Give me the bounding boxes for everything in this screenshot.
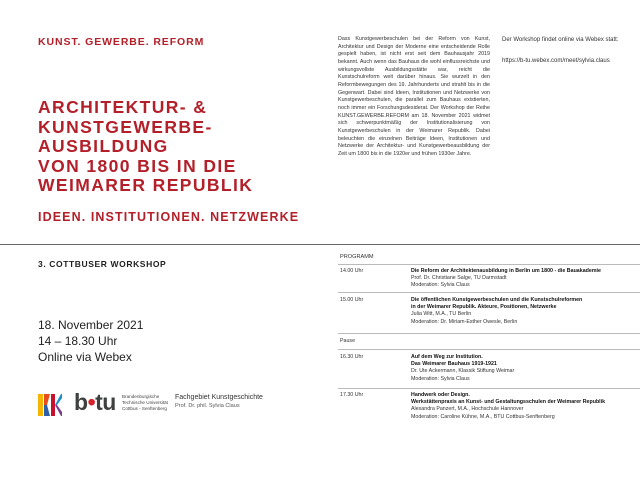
- slot-body: [411, 392, 636, 421]
- webex-link[interactable]: https://b-tu.webex.com/meet/sylvia.claus: [502, 58, 610, 64]
- department-block: [175, 394, 263, 410]
- program-divider: [338, 264, 640, 265]
- page-subtitle: IDEEN. INSTITUTIONEN. NETZWERKE: [38, 210, 300, 224]
- slot-speaker: Alexandra Panzert, M.A., Hochschule Hannover: [411, 406, 524, 413]
- university-line: Cottbus - Senftenberg: [122, 405, 167, 411]
- webex-info: [502, 36, 632, 78]
- slot-moderation: Moderation: Sylvia Claus: [411, 375, 470, 382]
- university-name: [122, 394, 168, 411]
- btu-logo-letter: b: [74, 389, 88, 415]
- slot-body: [411, 354, 636, 383]
- professor-name: Prof. Dr. phil. Sylvia Claus: [175, 403, 240, 409]
- page-title: [38, 98, 328, 196]
- title-line: AUSBILDUNG: [38, 136, 169, 156]
- slot-moderation: Moderation: Sylvia Claus: [411, 282, 470, 289]
- program-divider: [338, 333, 640, 334]
- slot-title: Die Reform der Architektenausbildung in Berlin um 1800 - die Bauakademie: [411, 268, 601, 274]
- slot-speaker: Julia Witt, M.A., TU Berlin: [411, 311, 472, 318]
- slot-title: Das Weimarer Bauhaus 1919-1921: [411, 361, 497, 368]
- slot-body: [411, 297, 636, 326]
- btu-logo-dot: •: [87, 389, 96, 415]
- event-date: 18. November 2021: [38, 318, 144, 332]
- program-label: PROGRAMM: [340, 254, 374, 260]
- btu-logo: [74, 389, 116, 416]
- slot-time: 17.30 Uhr: [340, 392, 364, 398]
- slot-speaker: Dr. Ute Ackermann, Klassik Stiftung Weimar: [411, 368, 515, 375]
- pause-label: Pause: [340, 338, 356, 344]
- workshop-label: 3. COTTBUSER WORKSHOP: [38, 259, 167, 269]
- slot-time: 15.00 Uhr: [340, 297, 364, 303]
- slot-title: Werkstättenpraxis an Kunst- und Gestaltungsschulen der Weimarer Republik: [411, 399, 606, 406]
- btu-logo-letters: tu: [95, 389, 116, 415]
- slot-title: Handwerk oder Design.: [411, 392, 470, 398]
- slot-moderation: Moderation: Dr. Miriam-Esther Owesle, Berlin: [411, 318, 518, 325]
- department-name: Fachgebiet Kunstgeschichte: [175, 394, 263, 401]
- slot-title: Auf dem Weg zur Institution.: [411, 354, 483, 360]
- university-line: Brandenburgische: [122, 394, 160, 399]
- slot-body: [411, 268, 636, 290]
- slot-time: 16.30 Uhr: [340, 354, 364, 360]
- program-divider: [338, 388, 640, 389]
- event-time: 14 – 18.30 Uhr: [38, 334, 118, 348]
- title-line: KUNSTGEWERBE-: [38, 116, 213, 137]
- webex-note: Der Workshop findet online via Webex statt:: [502, 37, 619, 43]
- bk-logo: [38, 394, 62, 416]
- series-tagline: KUNST. GEWERBE. REFORM: [38, 36, 205, 48]
- slot-title: in der Weimarer Republik. Akteure, Positionen, Netzwerke: [411, 304, 557, 311]
- slot-speaker: Prof. Dr. Christiane Salge, TU Darmstadt: [411, 275, 507, 282]
- event-place: Online via Webex: [38, 350, 132, 364]
- slot-title: Die öffentlichen Kunstgewerbeschulen und die Kunstschulreformen: [411, 297, 583, 303]
- program-divider: [338, 292, 640, 293]
- intro-paragraph: Dass Kunstgewerbeschulen bei der Reform von Kunst, Architektur und Design der Moderne eine entscheidende Rolle gespielt haben, ist nicht erst seit dem Bauhausjahr 2019 bekannt. Auch wenn das Bauhaus die wohl einflussreichste und wirkungsvollste Ausbildungsstätte war, reicht die Kunstschulreform weit darüber hinaus. Sie wurzelt in den Reformbewegungen des 19. Jahrhunderts und strahlt bis in die Gegenwart. Dabei sind Ideen, Institutionen und Netzwerke von Kunstgewerbeschulen, die parallel zum Bauhaus existierten, noch immer ein Forschungsdesiderat. Der Workshop der Reihe KUNST.GEWERBE.REFORM am 18. November 2021 widmet sich schwerpunktmäßig der Institutionalisierung von Kunstgewerbeschulen in der Weimarer Republik. Dabei beleuchten die einzelnen Beiträge Ideen, Institutionen und Netzwerke der Architektur- und Kunstgewerbeausbildung der Zeit um 1800 bis in die 1920er und frühen 1930er Jahre.: [338, 36, 490, 157]
- event-details: [38, 317, 143, 365]
- main-divider: [0, 244, 640, 245]
- program-divider: [338, 349, 640, 350]
- university-line: Technische Universität: [122, 399, 168, 405]
- title-line: WEIMARER REPUBLIK: [38, 175, 254, 195]
- slot-time: 14.00 Uhr: [340, 268, 364, 274]
- title-line: VON 1800 BIS IN DIE: [38, 155, 237, 176]
- title-line: ARCHITEKTUR- &: [38, 97, 208, 117]
- slot-moderation: Moderation: Caroline Kühne, M.A., BTU Cottbus-Senftenberg: [411, 413, 555, 420]
